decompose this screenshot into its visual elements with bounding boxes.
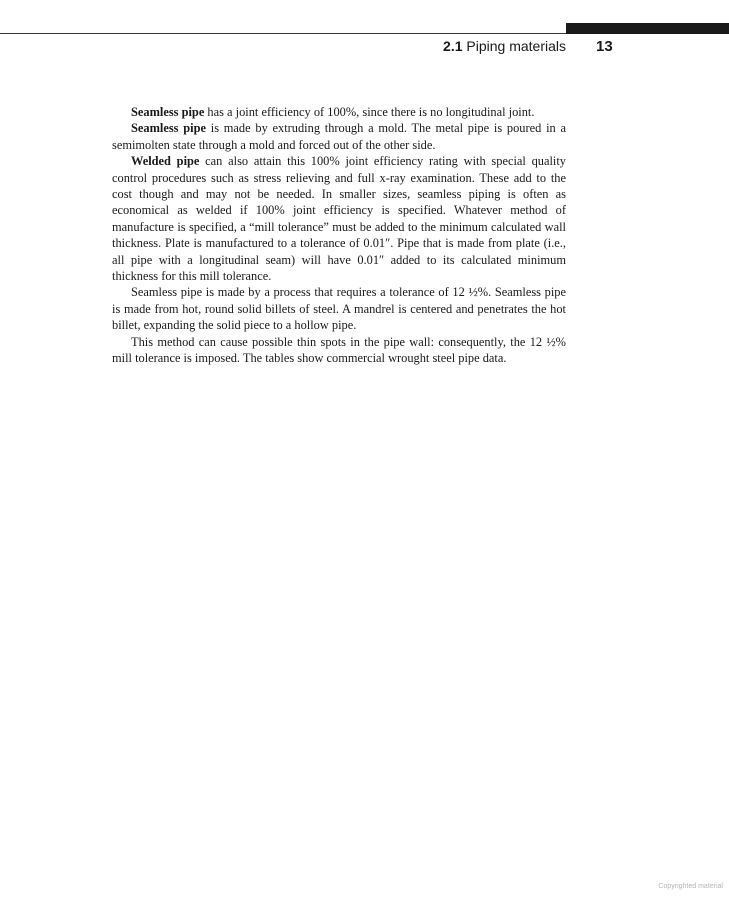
paragraph [112,284,566,333]
page-number: 13 [596,38,613,55]
paragraph [112,104,566,120]
paragraph-text: can also attain this 100% joint efficiency rating with special quality control procedures such as stress relieving and full x-ray examination. These add to the cost though and may not be needed. In smaller sizes, seamless piping is often as economical as welded if 100% joint efficiency is specified. Whatever method of manufacture is specified, a “mill tolerance” must be added to the minimum calculated wall thickness. Plate is manufactured to a tolerance of 0.01″. Pipe that is made from plate (i.e., all pipe with a longitudinal seam) will have 0.01″ added to its calculated minimum thickness for this mill tolerance. [112,154,566,284]
paragraph-text: is made by extruding through a mold. The metal pipe is poured in a semimolten state through a mold and forced out of the other side. [112,121,566,152]
paragraph-lead: Seamless pipe [131,105,205,119]
paragraph [112,334,566,367]
paragraph-text: This method can cause possible thin spots in the pipe wall: consequently, the 12 ½% mill tolerance is imposed. The tables show commercial wrought steel pipe data. [112,334,566,366]
header-bar [566,23,729,34]
body-text [112,104,566,367]
running-head [380,38,566,54]
paragraph [112,153,566,284]
paragraph-lead: Welded pipe [131,154,200,169]
paragraph [112,120,566,153]
paragraph-lead: Seamless pipe [131,121,206,136]
section-title: Piping materials [466,38,566,54]
copyright-notice: Copyrighted material [658,883,723,890]
section-number: 2.1 [443,38,463,54]
paragraph-text: has a joint efficiency of 100%, since there is no longitudinal joint. [204,105,535,119]
paragraph-text: Seamless pipe is made by a process that requires a tolerance of 12 ½%. Seamless pipe is made from hot, round solid billets of steel. A mandrel is centered and penetrates the hot billet, expanding the solid piece to a hollow pipe. [112,285,566,333]
